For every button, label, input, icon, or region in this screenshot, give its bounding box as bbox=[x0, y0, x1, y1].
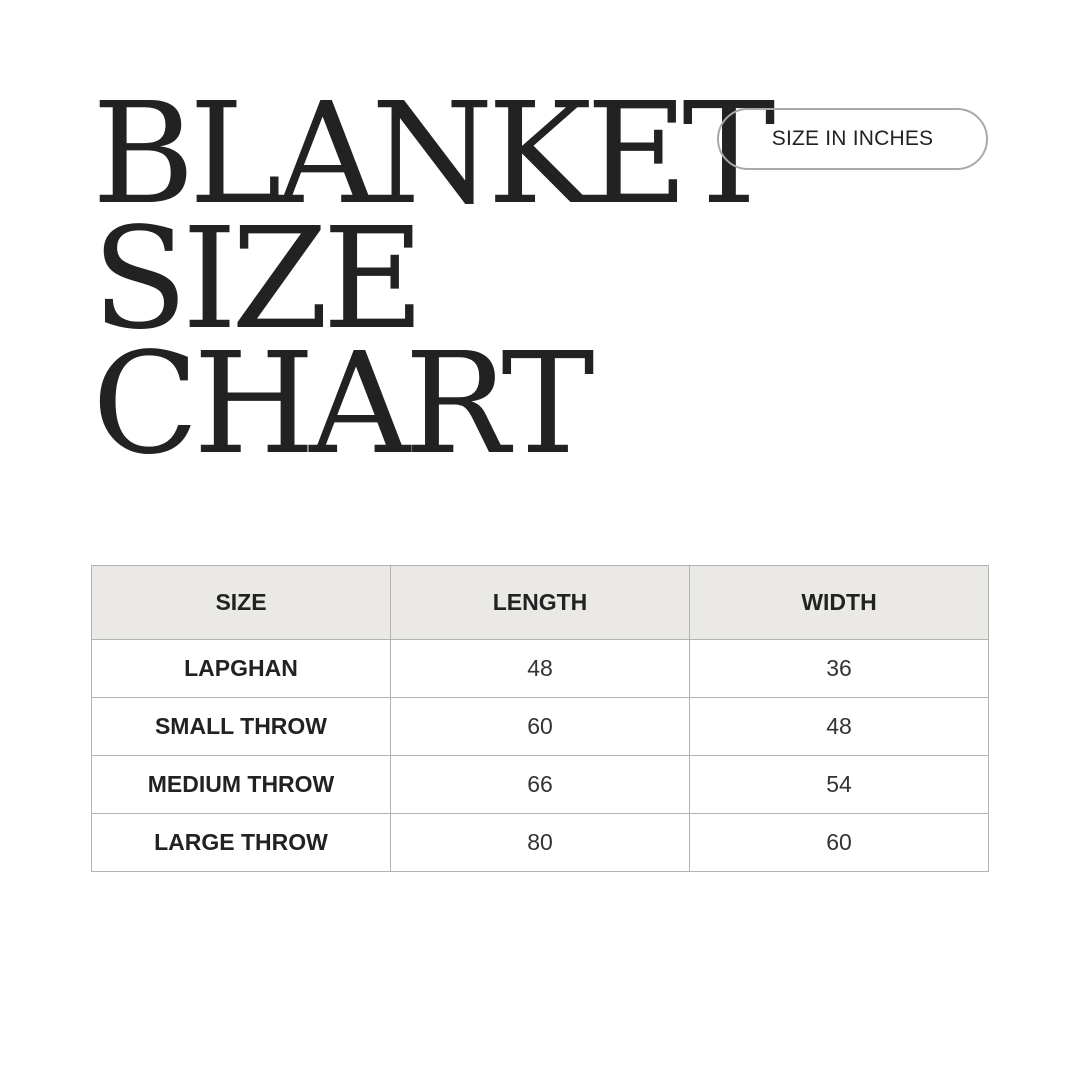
length-cell: 48 bbox=[391, 640, 690, 698]
title-line-blanket: BLANKET bbox=[92, 73, 770, 236]
column-header-width: WIDTH bbox=[690, 566, 989, 640]
table-row bbox=[92, 640, 989, 698]
table-row bbox=[92, 756, 989, 814]
width-cell: 36 bbox=[690, 640, 989, 698]
size-cell: LAPGHAN bbox=[92, 640, 391, 698]
width-cell: 54 bbox=[690, 756, 989, 814]
table-row bbox=[92, 698, 989, 756]
length-cell: 80 bbox=[391, 814, 690, 872]
column-header-length: LENGTH bbox=[391, 566, 690, 640]
length-cell: 60 bbox=[391, 698, 690, 756]
width-cell: 48 bbox=[690, 698, 989, 756]
size-table bbox=[91, 565, 989, 872]
units-badge: SIZE IN INCHES bbox=[717, 108, 988, 170]
title-line-size: SIZE bbox=[92, 198, 419, 361]
size-cell: LARGE THROW bbox=[92, 814, 391, 872]
width-cell: 60 bbox=[690, 814, 989, 872]
length-cell: 66 bbox=[391, 756, 690, 814]
table-row bbox=[92, 814, 989, 872]
page-title bbox=[92, 73, 770, 486]
title-line-chart: CHART bbox=[92, 323, 589, 486]
size-cell: MEDIUM THROW bbox=[92, 756, 391, 814]
column-header-size: SIZE bbox=[92, 566, 391, 640]
table-header-row bbox=[92, 566, 989, 640]
size-cell: SMALL THROW bbox=[92, 698, 391, 756]
